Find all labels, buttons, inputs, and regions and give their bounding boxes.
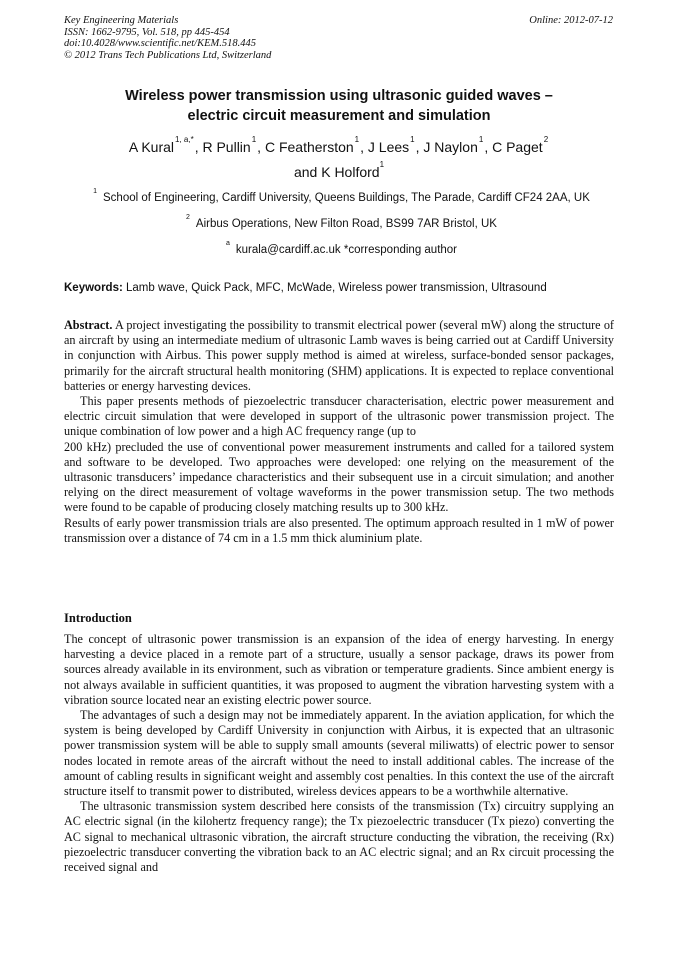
abstract-paragraph xyxy=(64,318,614,394)
affiliation-1 xyxy=(64,188,619,204)
abstract-text: A project investigating the possibility to transmit electrical power (several mW) along the structure of an aircraft by using an intermediate medium of ultrasonic Lamb waves is being carried out at Cardiff University in conjunction with Airbus. This power supply method is aimed at wireless, surface-bonded sensor packages, primarily for the aircraft structural health monitoring (SHM) applications. It is expected to replace conventional batteries or energy harvesting devices. xyxy=(64,318,614,393)
corresponding-email xyxy=(64,240,619,256)
title-line-2: electric circuit measurement and simulation xyxy=(187,108,491,124)
author-list xyxy=(64,135,614,159)
affiliation-2 xyxy=(64,214,619,230)
affiliation-text: Airbus Operations, New Filton Road, BS99 7AR Bristol, UK xyxy=(195,218,497,230)
keywords-line xyxy=(64,282,547,294)
issn-line: ISSN: 1662-9795, Vol. 518, pp 445-454 xyxy=(64,26,230,38)
affiliation-text: School of Engineering, Cardiff University, Queens Buildings, The Parade, Cardiff CF24 2AA, UK xyxy=(103,192,590,204)
email-text: kurala@cardiff.ac.uk *corresponding author xyxy=(235,244,458,256)
abstract-paragraph: Results of early power transmission trials are also presented. The optimum approach resulted in 1 mW of power transmission over a distance of 74 cm in a 1.5 mm thick aluminium plate. xyxy=(64,515,614,545)
author-affil-sup: 2 xyxy=(543,135,549,144)
journal-name: Key Engineering Materials xyxy=(64,15,179,26)
paper-title xyxy=(64,86,614,126)
intro-paragraph: The ultrasonic transmission system described here consists of the transmission (Tx) circuitry supplying an AC electric signal (in the kilohertz frequency range); the Tx piezoelectric transducer (Tx piezo) converting the AC signal to mechanical ultrasonic vibration, the aircraft structure conducting the vibration, the receiving (Rx) piezoelectric transducer converting the vibration back to an AC electric signal; and an Rx circuit processing the received signal and xyxy=(64,799,614,875)
author-name: , J Lees xyxy=(360,139,410,155)
doi-line: doi:10.4028/www.scientific.net/KEM.518.445 xyxy=(64,38,256,50)
abstract-section xyxy=(64,318,614,546)
abstract-paragraph: This paper presents methods of piezoelectric transducer characterisation, electric power measurement and electric circuit simulation that were developed in support of the ultrasonic power transmission project. The unique combination of low power and a high AC frequency range (up to xyxy=(64,394,614,439)
keywords-label: Keywords: xyxy=(64,282,123,294)
copyright-line: © 2012 Trans Tech Publications Ltd, Switzerland xyxy=(64,49,272,61)
intro-paragraph: The advantages of such a design may not be immediately apparent. In the aviation application, for which the system is being developed by Cardiff University in conjunction with Airbus, it is expected that an ultrasonic power transmission system will be able to supply small amounts (several miliwatts) of electric power to sensor nodes located in remote areas of the aircraft without the need to install additional cables. The increase of the amount of cabling results in significant weight and assembly cost penalties. In this context the use of the aircraft structure itself to transmit power to distributed, wireless devices appears to be a worthwhile alternative. xyxy=(64,708,614,799)
keywords-text: Lamb wave, Quick Pack, MFC, McWade, Wireless power transmission, Ultrasound xyxy=(122,282,547,294)
author-name: , C Paget xyxy=(484,139,543,155)
abstract-paragraph: 200 kHz) precluded the use of conventional power measurement instruments and called for a tailored system and software to be developed. Two approaches were developed: one relying on the measurement of the ultrasonic transducers’ impedance characteristics and their subsequent use in a circuit simulation; and another relying on the direct measurement of voltage waveforms in the power transmission setup. The two methods were found to be capable of producing closely matching results up to 300 kHz. xyxy=(64,439,614,515)
affiliation-sup: 1 xyxy=(93,188,98,195)
author-name: A Kural xyxy=(128,139,174,155)
journal-header xyxy=(64,15,271,61)
author-name: , C Featherston xyxy=(257,139,354,155)
intro-paragraph: The concept of ultrasonic power transmission is an expansion of the idea of energy harvesting. In energy harvesting a device placed in a remote part of a structure, usually a sensor package, draws its power from sources already available in its environment, such as vibration or temperature gradients. Since ambient energy is not always available in sufficient quantities, it was proposed to augment the vibration harvesting system with a vibration source located near an existing electric power source. xyxy=(64,632,614,707)
author-affil-sup: 1 xyxy=(354,135,360,144)
online-date: Online: 2012-07-12 xyxy=(529,15,613,26)
abstract-label: Abstract. xyxy=(64,318,113,332)
author-affil-sup: 1, a,* xyxy=(175,135,194,144)
author-name: and K Holford xyxy=(293,164,380,180)
title-line-1: Wireless power transmission using ultrasonic guided waves – xyxy=(125,88,553,104)
author-name: , R Pullin xyxy=(194,139,251,155)
introduction-section xyxy=(64,632,614,875)
section-heading: Introduction xyxy=(64,611,132,625)
author-name: , J Naylon xyxy=(415,139,478,155)
author-affil-sup: 1 xyxy=(410,135,415,144)
author-affil-sup: 1 xyxy=(251,135,257,144)
affiliation-sup: a xyxy=(225,240,230,247)
author-list-line-2 xyxy=(64,160,614,180)
author-affil-sup: 1 xyxy=(379,160,385,169)
affiliation-sup: 2 xyxy=(186,214,190,221)
author-affil-sup: 1 xyxy=(478,135,484,144)
